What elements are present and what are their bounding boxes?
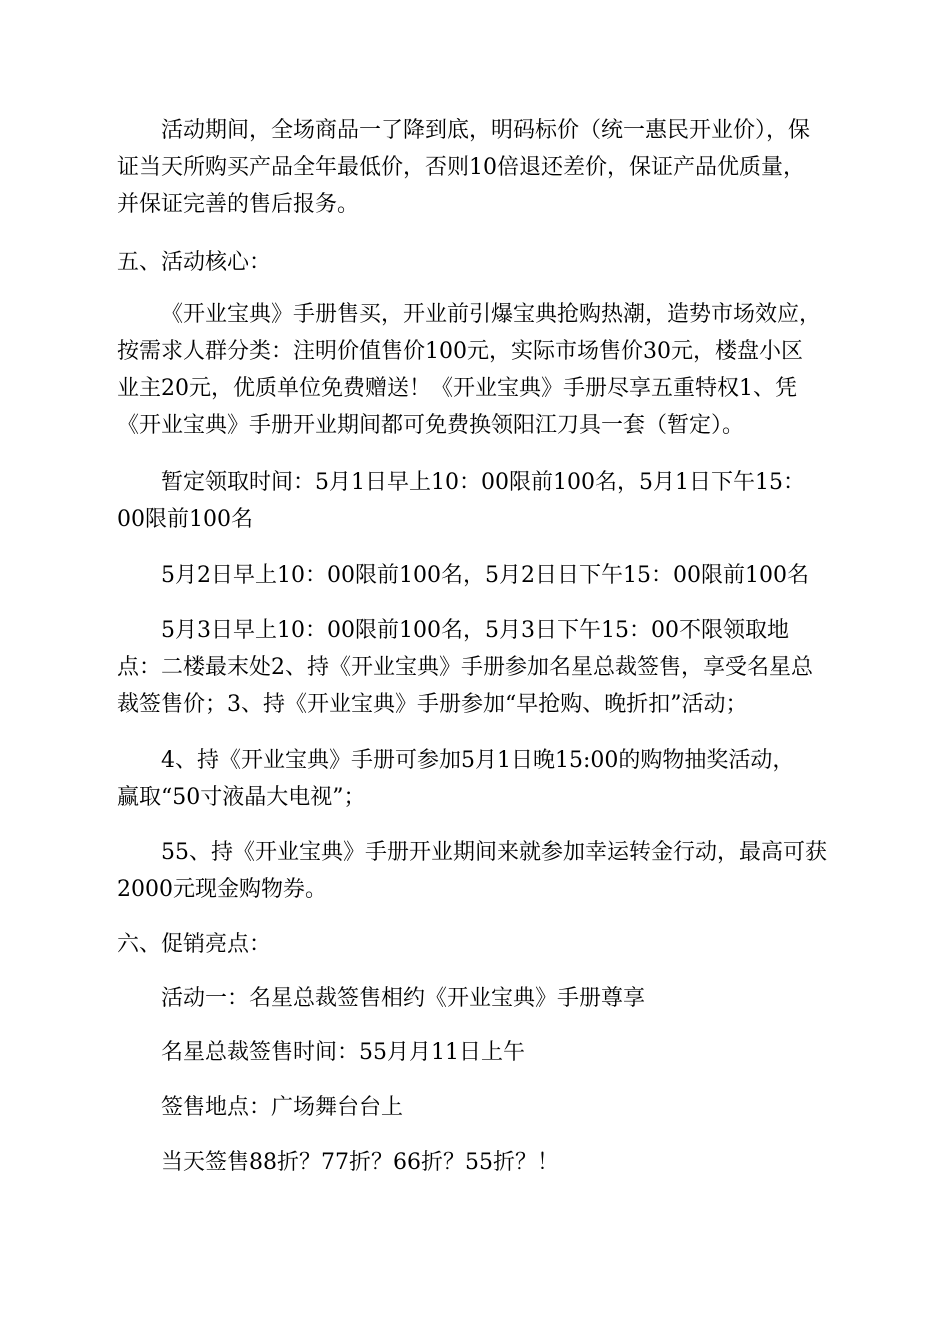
text-line: 并保证完善的售后报务。 — [117, 192, 360, 217]
text-line: 按需求人群分类：注明价值售价100元，实际市场售价30元，楼盘小区 — [117, 339, 803, 364]
text-line: 《开业宝典》手册开业期间都可免费换领阳江刀具一套（暂定）。 — [117, 413, 745, 438]
section-heading-six: 六、促销亮点： — [117, 932, 272, 957]
paragraph-signing-location — [117, 1089, 837, 1126]
paragraph-may-2 — [117, 557, 837, 594]
text-line: 证当天所购买产品全年最低价，否则10倍退还差价，保证产品优质量， — [117, 155, 805, 180]
text-line: 活动期间，全场商品一了降到底，明码标价（统一惠民开业价），保 — [161, 118, 811, 143]
text-line: 55、持《开业宝典》手册开业期间来就参加幸运转金行动，最高可获 — [161, 840, 827, 865]
paragraph-core-activity — [117, 296, 837, 444]
paragraph-discount-guarantee — [117, 112, 837, 223]
text-line: 4、持《开业宝典》手册可参加5月1日晚15:00的购物抽奖活动， — [161, 748, 795, 773]
text-line: 5月2日早上10：00限前100名，5月2日日下午15：00限前100名 — [161, 563, 809, 588]
text-line: 点：二楼最末处2、持《开业宝典》手册参加名星总裁签售，享受名星总 — [117, 655, 813, 680]
text-line: 00限前100名 — [117, 507, 253, 532]
paragraph-may-3 — [117, 612, 837, 723]
text-line: 业主20元，优质单位免费赠送！《开业宝典》手册尽享五重特权1、凭 — [117, 376, 797, 401]
text-line: 暂定领取时间：5月1日早上10：00限前100名，5月1日下午15： — [161, 470, 805, 495]
text-line: 《开业宝典》手册售买，开业前引爆宝典抢购热潮，造势市场效应， — [161, 302, 822, 327]
text-line: 赢取“50寸液晶大电视”； — [117, 785, 366, 810]
text-line: 2000元现金购物券。 — [117, 877, 327, 902]
paragraph-pickup-time — [117, 464, 837, 538]
section-heading-five: 五、活动核心： — [117, 250, 272, 275]
text-line: 签售地点：广场舞台台上 — [161, 1095, 404, 1120]
text-line: 当天签售88折？77折？66折？55折？！ — [161, 1150, 559, 1175]
paragraph-activity-one — [117, 980, 837, 1017]
text-line: 名星总裁签售时间：55月月11日上午 — [161, 1040, 525, 1065]
text-line: 5月3日早上10：00限前100名，5月3日下午15：00不限领取地 — [161, 618, 789, 643]
paragraph-lucky-wheel — [117, 834, 837, 908]
text-line: 裁签售价；3、持《开业宝典》手册参加“早抢购、晚折扣”活动； — [117, 692, 748, 717]
paragraph-lottery — [117, 742, 837, 816]
paragraph-discounts — [117, 1144, 837, 1181]
paragraph-signing-time — [117, 1034, 837, 1071]
text-line: 活动一：名星总裁签售相约《开业宝典》手册尊享 — [161, 986, 646, 1011]
